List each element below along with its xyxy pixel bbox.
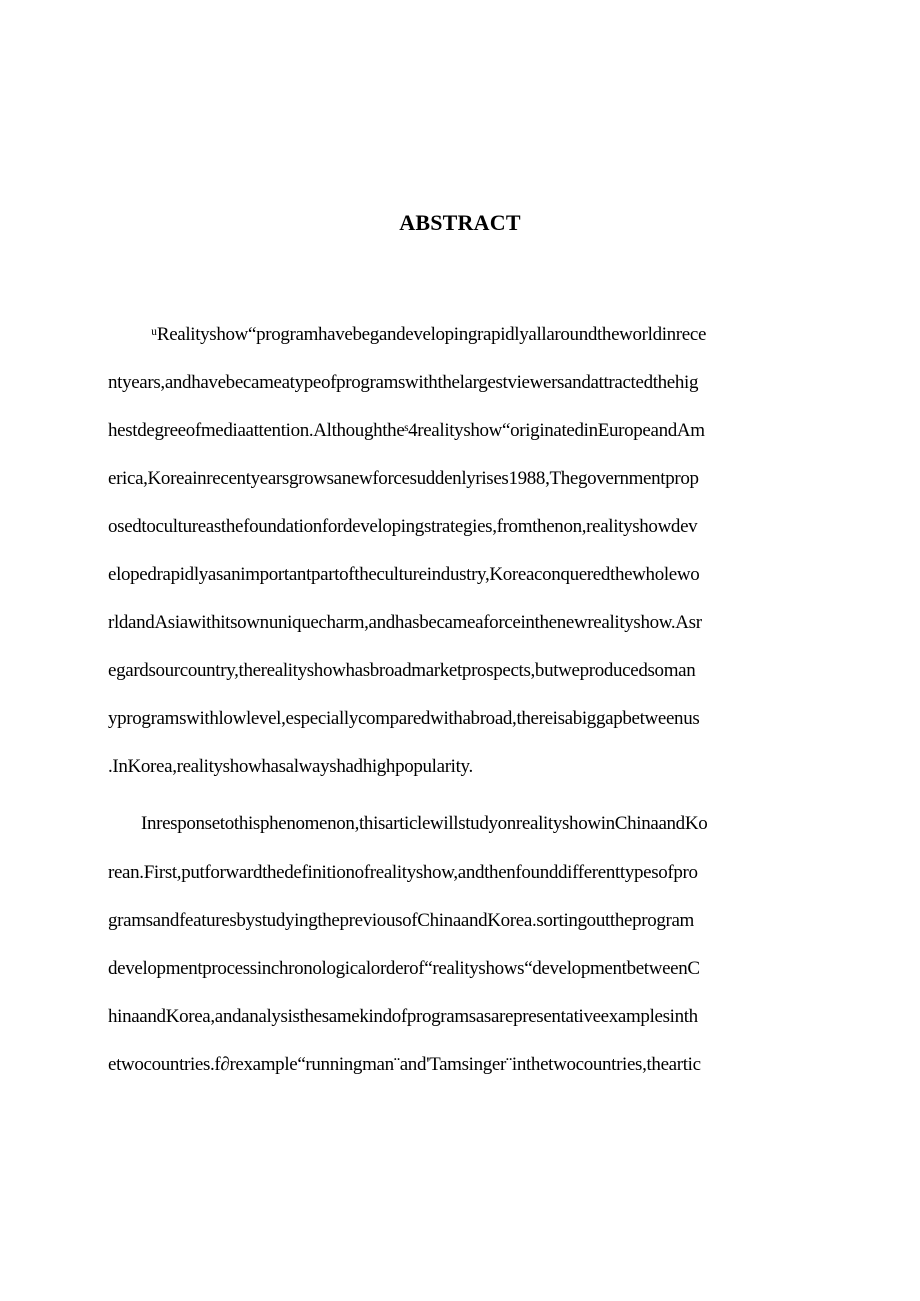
paragraph-2-line-2: rean.First,putforwardthedefinitionofrealityshow,andthenfounddifferenttypesofpro xyxy=(108,862,698,883)
paragraph-1-line-1: ᵘRealityshow“programhavebegandevelopingrapidlyallaroundtheworldinrece xyxy=(151,324,707,345)
paragraph-1-line-5: osedtocultureasthefoundationfordevelopingstrategies,fromthenon,realityshowdev xyxy=(108,516,698,537)
paragraph-2-line-1: Inresponsetothisphenomenon,thisarticlewillstudyonrealityshowinChinaandKo xyxy=(141,813,708,834)
paragraph-1-line-10: .InKorea,realityshowhasalwayshadhighpopularity. xyxy=(108,756,473,777)
paragraph-1-line-2: ntyears,andhavebecameatypeofprogramswiththelargestviewersandattractedthehig xyxy=(108,372,699,393)
paragraph-2-line-5: hinaandKorea,andanalysisthesamekindofprogramsasarepresentativeexamplesinth xyxy=(108,1006,698,1027)
paragraph-1-line-6: elopedrapidlyasanimportantpartofthecultureindustry,Koreaconqueredthewholewo xyxy=(108,564,700,585)
paragraph-1-line-7: rldandAsiawithitsownuniquecharm,andhasbecameaforceinthenewrealityshow.Asr xyxy=(108,612,702,633)
paragraph-1-line-3: hestdegreeofmediaattention.Althoughtheˢ4realityshow“originatedinEuropeandAm xyxy=(108,420,705,441)
paragraph-1-line-9: yprogramswithlowlevel,especiallycomparedwithabroad,thereisabiggapbetweenus xyxy=(108,708,700,729)
paragraph-1-line-4: erica,Koreainrecentyearsgrowsanewforcesuddenlyrises1988,Thegovernmentprop xyxy=(108,468,699,489)
abstract-title: ABSTRACT xyxy=(399,210,521,235)
paragraph-2-line-6: etwocountries.f∂rexample“runningman¨and'Tamsinger¨inthetwocountries,theartic xyxy=(108,1054,701,1075)
paragraph-2-line-3: gramsandfeaturesbystudyingthepreviousofChinaandKorea.sortingouttheprogram xyxy=(108,910,694,931)
paragraph-2-line-4: developmentprocessinchronologicalorderof“realityshows“developmentbetweenC xyxy=(108,958,700,979)
paragraph-1-line-8: egardsourcountry,therealityshowhasbroadmarketprospects,butweproducedsoman xyxy=(108,660,696,681)
